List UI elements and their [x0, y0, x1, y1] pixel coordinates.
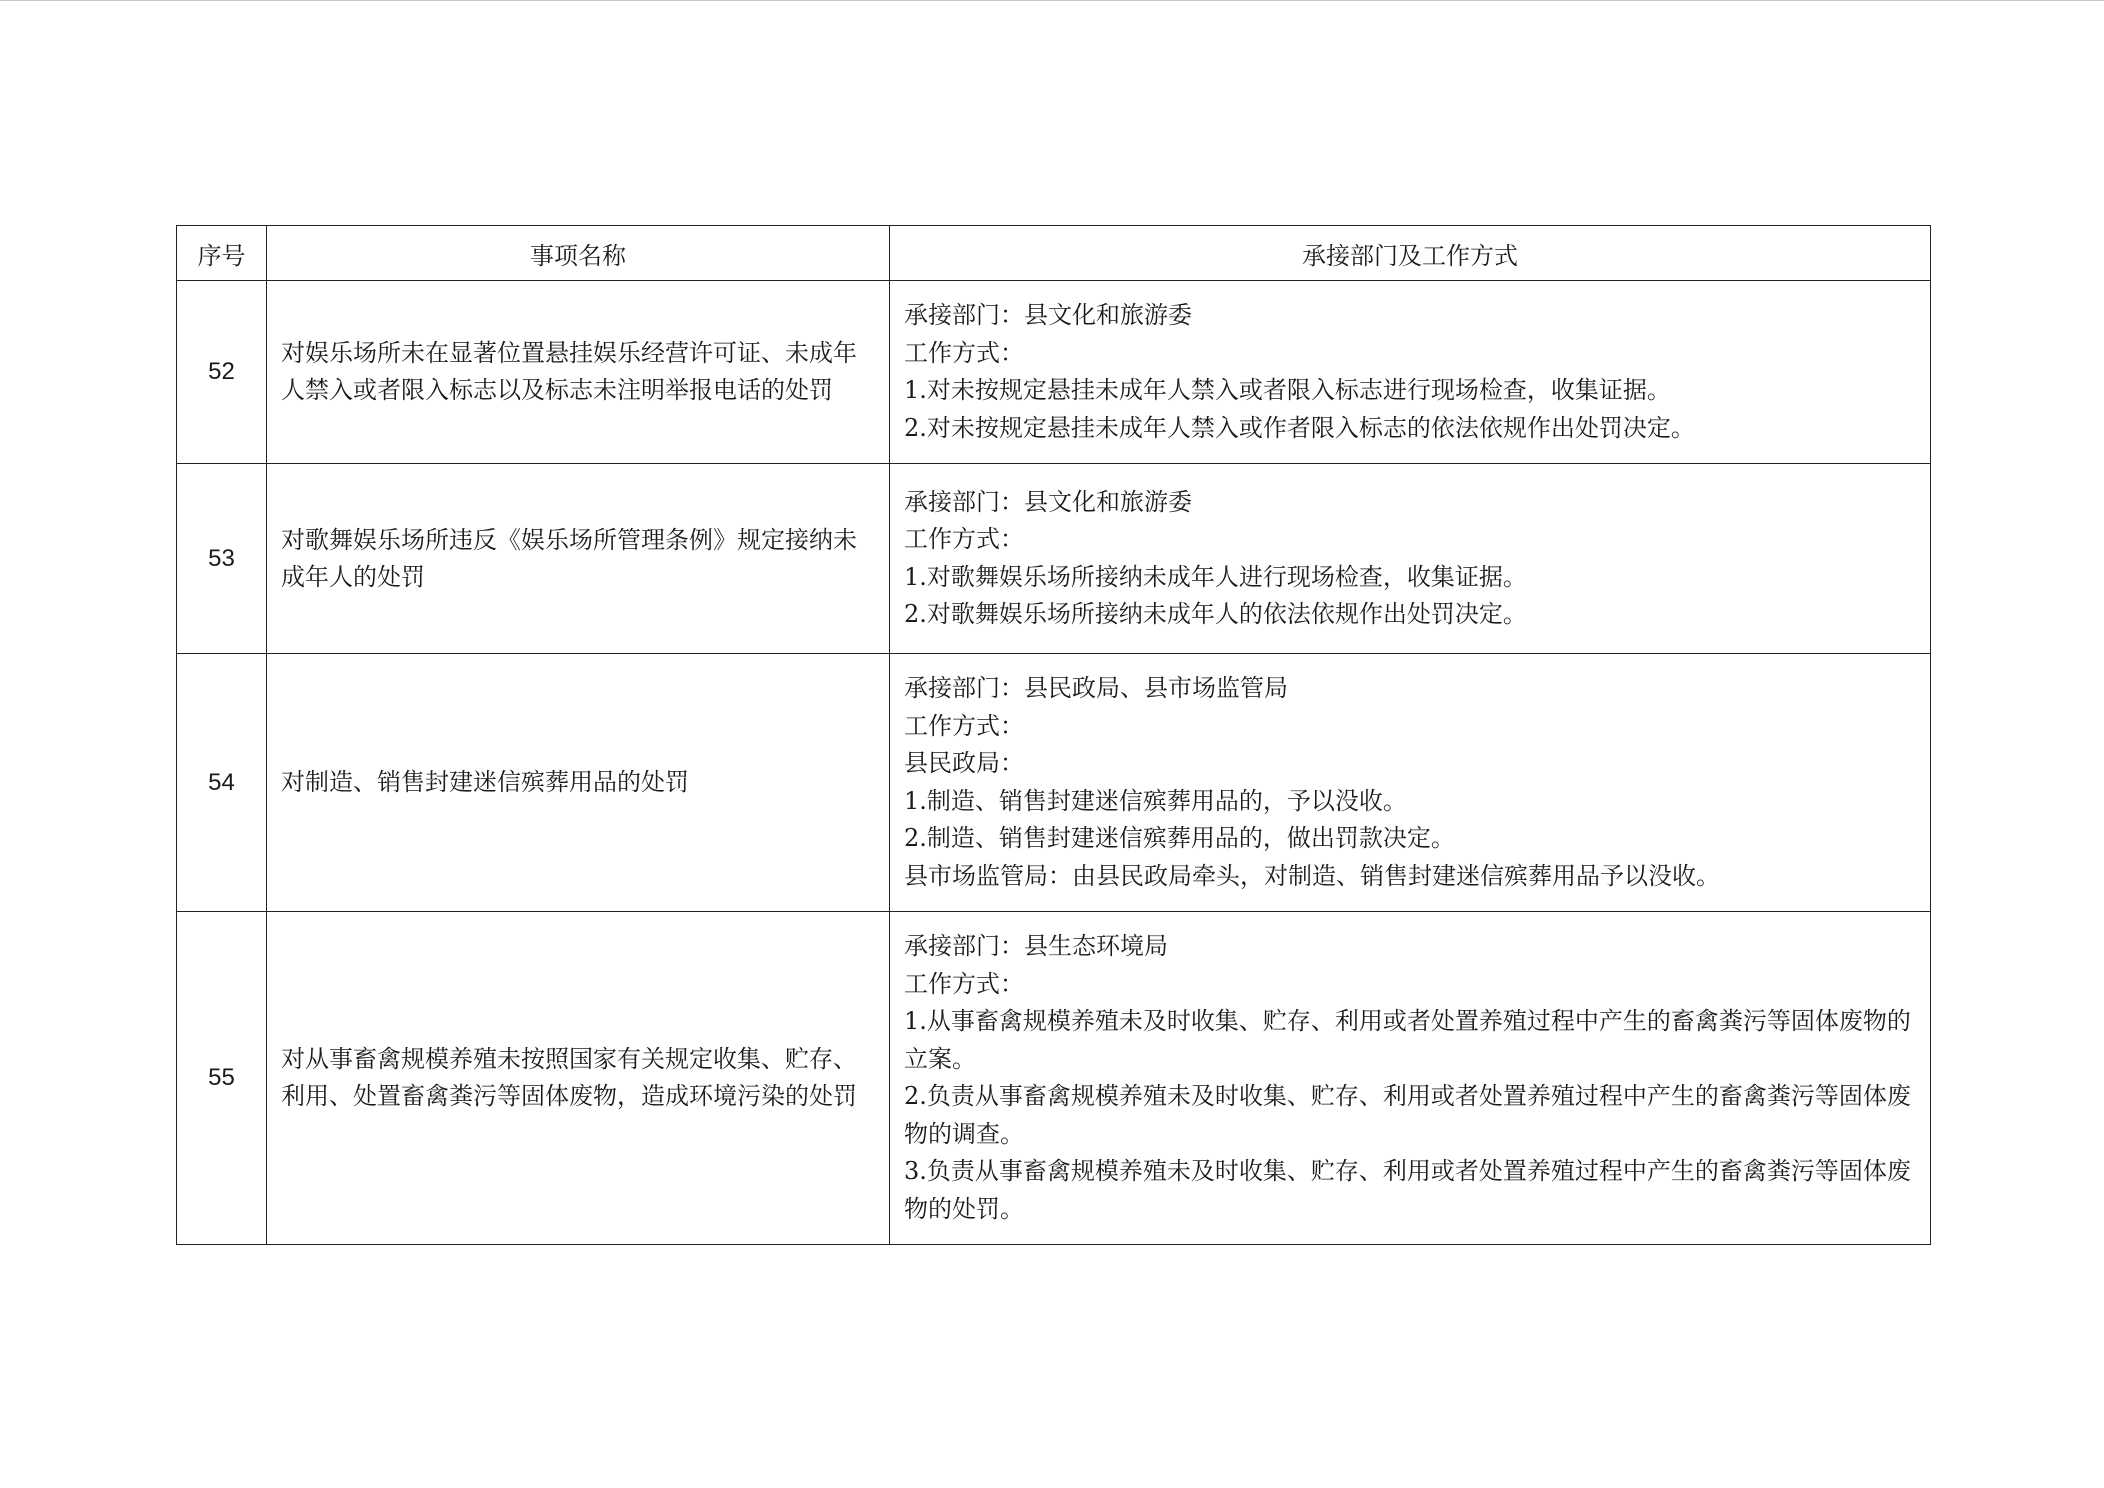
- row-seq: 52: [177, 281, 267, 464]
- dept-line: 县民政局：: [904, 749, 1024, 777]
- dept-line: 承接部门：县民政局、县市场监管局: [904, 674, 1288, 702]
- row-item-name: 对娱乐场所未在显著位置悬挂娱乐经营许可证、未成年人禁入或者限入标志以及标志未注明举报电话的处罚: [267, 281, 890, 464]
- row-dept-method: [890, 654, 1931, 912]
- dept-line: 2.制造、销售封建迷信殡葬用品的，做出罚款决定。: [904, 824, 1455, 852]
- dept-line: 工作方式：: [904, 525, 1024, 553]
- table-row: [177, 464, 1931, 654]
- page-top-border: [0, 0, 2104, 1]
- table-row: [177, 281, 1931, 464]
- dept-line: 1.对歌舞娱乐场所接纳未成年人进行现场检查，收集证据。: [904, 562, 1527, 591]
- row-item-name: 对从事畜禽规模养殖未按照国家有关规定收集、贮存、利用、处置畜禽粪污等固体废物，造成环境污染的处罚: [267, 912, 890, 1245]
- row-seq: 54: [177, 654, 267, 912]
- dept-line: 承接部门：县文化和旅游委: [904, 301, 1192, 329]
- table-header-row: [177, 226, 1931, 281]
- dept-line: 工作方式：: [904, 711, 1024, 740]
- dept-line: 县市场监管局：由县民政局牵头，对制造、销售封建迷信殡葬用品予以没收。: [904, 861, 1720, 890]
- dept-line: 承接部门：县文化和旅游委: [904, 487, 1192, 516]
- row-seq: 53: [177, 464, 267, 654]
- dept-line: 承接部门：县生态环境局: [904, 932, 1168, 960]
- row-dept-method: [890, 281, 1931, 464]
- row-item-name: 对歌舞娱乐场所违反《娱乐场所管理条例》规定接纳未成年人的处罚: [267, 464, 890, 654]
- dept-line: 1.制造、销售封建迷信殡葬用品的，予以没收。: [904, 786, 1407, 815]
- dept-line: 1.从事畜禽规模养殖未及时收集、贮存、利用或者处置养殖过程中产生的畜禽粪污等固体废物的立案。: [904, 1007, 1911, 1073]
- table-row: [177, 654, 1931, 912]
- header-dept-method: 承接部门及工作方式: [890, 226, 1931, 281]
- dept-line: 工作方式：: [904, 338, 1024, 367]
- items-table: [176, 225, 1931, 1245]
- header-seq: 序号: [177, 226, 267, 281]
- row-dept-method: [890, 912, 1931, 1245]
- row-item-name: 对制造、销售封建迷信殡葬用品的处罚: [267, 654, 890, 912]
- table-row: [177, 912, 1931, 1245]
- dept-line: 2.负责从事畜禽规模养殖未及时收集、贮存、利用或者处置养殖过程中产生的畜禽粪污等固体废物的调查。: [904, 1082, 1911, 1148]
- row-seq: 55: [177, 912, 267, 1245]
- dept-line: 工作方式：: [904, 969, 1024, 998]
- dept-line: 3.负责从事畜禽规模养殖未及时收集、贮存、利用或者处置养殖过程中产生的畜禽粪污等固体废物的处罚。: [904, 1157, 1911, 1223]
- dept-line: 2.对歌舞娱乐场所接纳未成年人的依法依规作出处罚决定。: [904, 600, 1527, 628]
- row-dept-method: [890, 464, 1931, 654]
- header-item-name: 事项名称: [267, 226, 890, 281]
- dept-line: 2.对未按规定悬挂未成年人禁入或作者限入标志的依法依规作出处罚决定。: [904, 413, 1695, 442]
- dept-line: 1.对未按规定悬挂未成年人禁入或者限入标志进行现场检查，收集证据。: [904, 376, 1671, 404]
